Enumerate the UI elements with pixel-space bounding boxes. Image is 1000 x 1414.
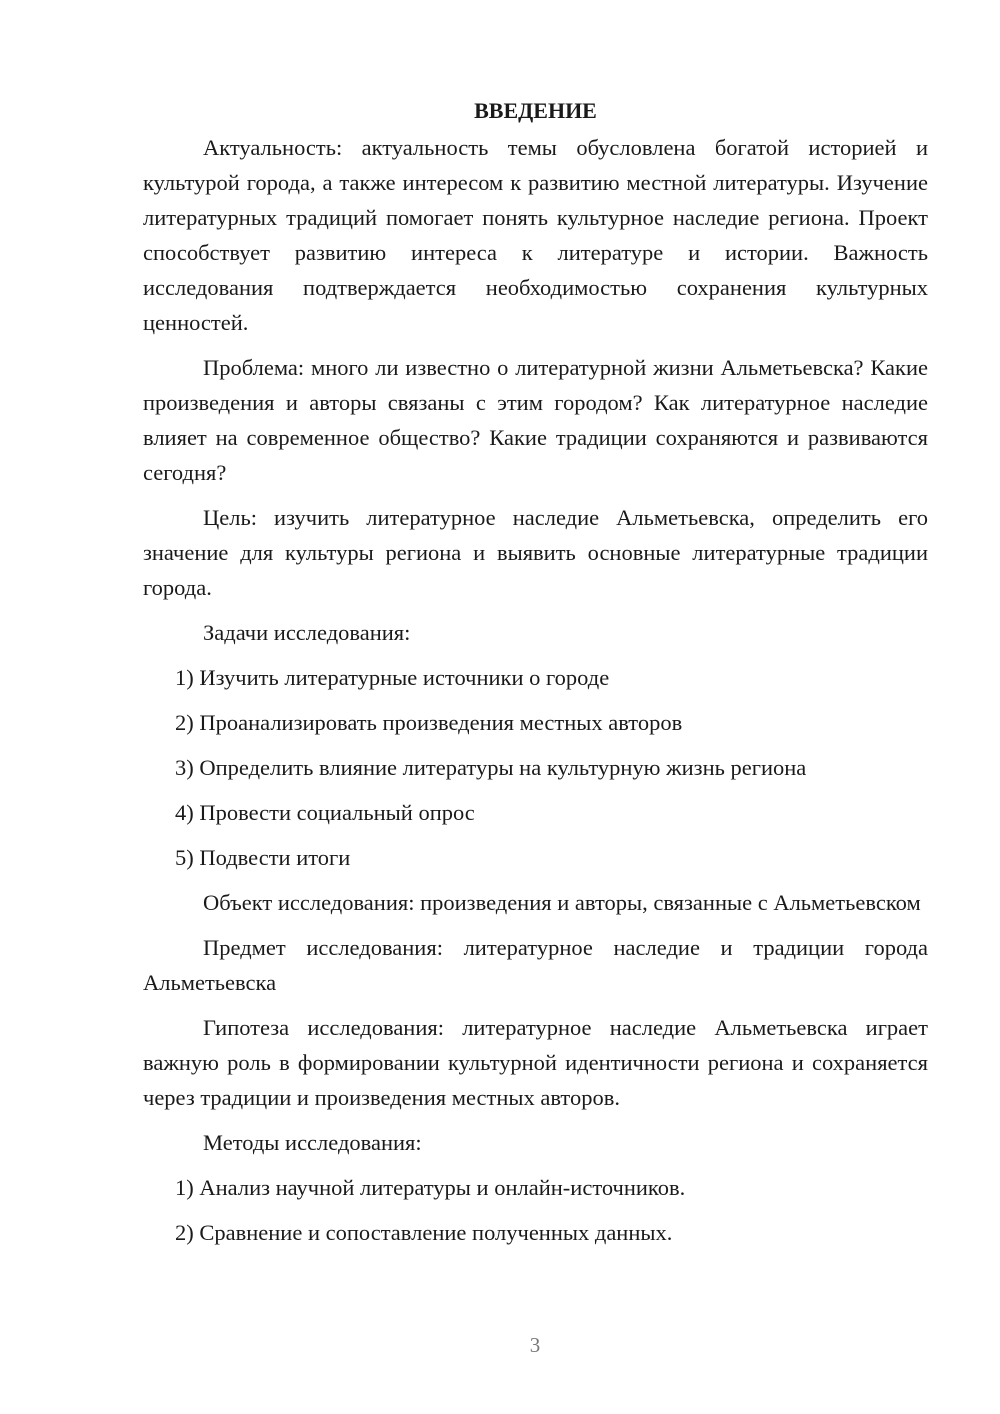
- page-number: 3: [529, 1333, 541, 1357]
- problem-paragraph: Проблема: много ли известно о литературной жизни Альметьевска? Какие произведения и авторы связаны с этим городом? Как литературное наследие влияет на современное общество? Какие традиции сохраняются и развиваются сегодня?: [143, 355, 928, 485]
- list-item: 2) Сравнение и сопоставление полученных данных.: [175, 1220, 673, 1245]
- hypothesis-paragraph: Гипотеза исследования: литературное наследие Альметьевска играет важную роль в формировании культурной идентичности региона и сохраняется через традиции и произведения местных авторов.: [143, 1015, 928, 1110]
- page-content: [143, 93, 928, 1260]
- methods-list: [143, 1170, 928, 1250]
- relevance-paragraph: Актуальность: актуальность темы обусловлена богатой историей и культурой города, а также интересом к развитию местной литературы. Изучение литературных традиций помогает понять культурное наследие региона. Проект способствует развитию интереса к литературе и истории. Важность исследования подтверждается необходимостью сохранения культурных ценностей.: [143, 135, 928, 335]
- subject-paragraph: Предмет исследования: литературное наследие и традиции города Альметьевска: [143, 935, 928, 995]
- object-paragraph: Объект исследования: произведения и авторы, связанные с Альметьевском: [203, 890, 921, 915]
- page-title: ВВЕДЕНИЕ: [474, 98, 597, 123]
- tasks-list: [143, 660, 928, 875]
- list-item: 2) Проанализировать произведения местных авторов: [175, 710, 683, 735]
- list-item: 4) Провести социальный опрос: [175, 800, 475, 825]
- goal-paragraph: Цель: изучить литературное наследие Альметьевска, определить его значение для культуры региона и выявить основные литературные традиции города.: [143, 505, 928, 600]
- list-item: 3) Определить влияние литературы на культурную жизнь региона: [175, 755, 807, 780]
- tasks-heading: Задачи исследования:: [203, 620, 411, 645]
- list-item: 1) Изучить литературные источники о городе: [175, 665, 610, 690]
- methods-heading: Методы исследования:: [203, 1130, 422, 1155]
- list-item: 1) Анализ научной литературы и онлайн-источников.: [175, 1175, 686, 1200]
- list-item: 5) Подвести итоги: [175, 845, 351, 870]
